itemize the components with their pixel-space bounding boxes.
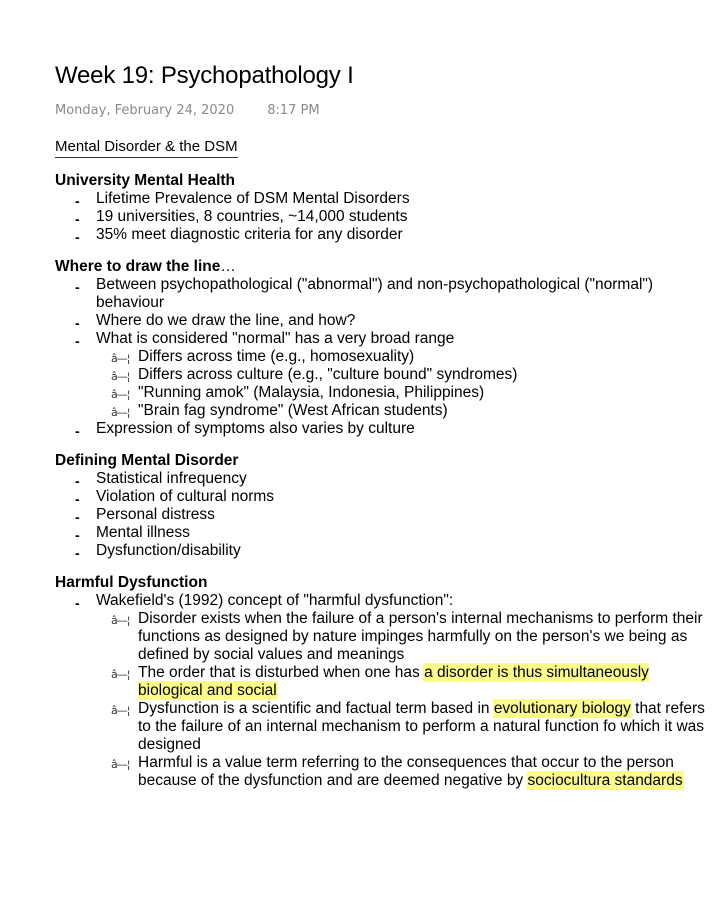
note-date: Monday, February 24, 2020 [55, 103, 235, 118]
bullet-dash: - [75, 509, 80, 525]
sub-list-item: â—¦ Harmful is a value term referring to the consequences that occur to the person because of the dysfunction and are deemed negative by sociocultura standards [111, 754, 683, 789]
bullet-dash: - [75, 473, 80, 489]
page-title: Week 19: Psychopathology I [55, 62, 354, 89]
sub-list-item: â—¦ Dysfunction is a scientific and factual term based in evolutionary biology that refers to the failure of an internal mechanism to perform a natural function fo which it was designed [111, 700, 705, 753]
sub-bullet-icon: â—¦ [111, 758, 130, 771]
sub-list-item: â—¦ Disorder exists when the failure of a person's internal mechanisms to perform their functions as designed by nature impinges harmfully on the person's we being as defined by social values and meanings [111, 610, 703, 663]
sub-bullet-icon: â—¦ [111, 704, 130, 717]
bullet-dash: - [75, 229, 80, 245]
note-time: 8:17 PM [267, 103, 320, 118]
list-item: - Wakefield's (1992) concept of "harmful dysfunction": â—¦ Disorder exists when the failure of a person's internal mechanisms to perform their functions as designed by nature impinges harmfully on the person's we being as defined by social values and meanings â—¦ The order that is disturbed when one has a disorder is thus simultaneously biological and social â—¦ Dysfunction is a scientific and factual term based in evolutionary biology that refers to the failure of an internal mechanism to perform a natural function fo which it was designed â—¦ Harmful is a value term referring to the consequences that occur to the person because of the dysfunction and are deemed negative by sociocultura standards [55, 592, 710, 790]
list-item: - Where do we draw the line, and how? [75, 312, 356, 331]
bullet-dash: - [75, 211, 80, 227]
highlighted-text: evolutionary biology [493, 700, 631, 717]
list-item: - Lifetime Prevalence of DSM Mental Disorders [75, 190, 410, 209]
sub-bullet-icon: â—¦ [111, 388, 130, 401]
list-defining [55, 470, 710, 560]
bullet-dash: - [75, 423, 80, 439]
heading-defining: Defining Mental Disorder [55, 452, 239, 469]
sub-bullet-icon: â—¦ [111, 668, 130, 681]
list-item: - What is considered "normal" has a very broad range â—¦ Differs across time (e.g., homosexuality) â—¦ Differs across culture (e.g., "culture bound" syndromes) â—¦ "Running amok" (Malaysia, Indonesia, Philippines) â—¦ "Brain fag syndrome" (West African students) [55, 330, 710, 420]
list-item: - Personal distress [75, 506, 215, 525]
bullet-dash: - [75, 193, 80, 209]
sub-bullet-icon: â—¦ [111, 406, 130, 419]
list-item: - Expression of symptoms also varies by culture [75, 420, 415, 439]
sub-list-item: â—¦ Differs across time (e.g., homosexuality) [55, 348, 710, 366]
list-item: - Dysfunction/disability [75, 542, 241, 561]
list-university [55, 190, 710, 244]
bullet-dash: - [75, 491, 80, 507]
sub-list-item: â—¦ "Brain fag syndrome" (West African students) [55, 402, 710, 420]
sub-bullet-icon: â—¦ [111, 370, 130, 383]
heading-university: University Mental Health [55, 172, 236, 189]
heading-harmful: Harmful Dysfunction [55, 574, 208, 591]
sublist-line [55, 348, 710, 420]
list-item: - 19 universities, 8 countries, ~14,000 students [75, 208, 408, 227]
note-body [55, 172, 710, 790]
list-item: - 35% meet diagnostic criteria for any disorder [75, 226, 403, 245]
bullet-dash: - [75, 595, 80, 611]
sub-list-item: â—¦ Differs across culture (e.g., "culture bound" syndromes) [55, 366, 710, 384]
note-meta [55, 103, 320, 118]
bullet-dash: - [75, 545, 80, 561]
sub-bullet-icon: â—¦ [111, 614, 130, 627]
bullet-dash: - [75, 527, 80, 543]
sub-bullet-icon: â—¦ [111, 352, 130, 365]
list-item: - Between psychopathological ("abnormal") and non-psychopathological ("normal") behaviour [75, 276, 654, 311]
list-item: - Statistical infrequency [75, 470, 247, 489]
bullet-dash: - [75, 315, 80, 331]
list-item: - Violation of cultural norms [75, 488, 275, 507]
list-item: - Mental illness [75, 524, 190, 543]
list-line [55, 276, 710, 438]
highlighted-text: sociocultura standards [527, 772, 683, 789]
highlighted-text: a disorder is thus simultaneously biological and social [138, 664, 649, 699]
section-link[interactable]: Mental Disorder & the DSM [55, 138, 238, 158]
bullet-dash: - [75, 279, 80, 295]
sub-list-item: â—¦ The order that is disturbed when one has a disorder is thus simultaneously biological and social [111, 664, 649, 699]
heading-line: Where to draw the line… [55, 258, 236, 275]
list-harmful [55, 592, 710, 790]
sub-list-item: â—¦ "Running amok" (Malaysia, Indonesia, Philippines) [55, 384, 710, 402]
sublist-harmful [55, 610, 710, 790]
bullet-dash: - [75, 333, 80, 349]
